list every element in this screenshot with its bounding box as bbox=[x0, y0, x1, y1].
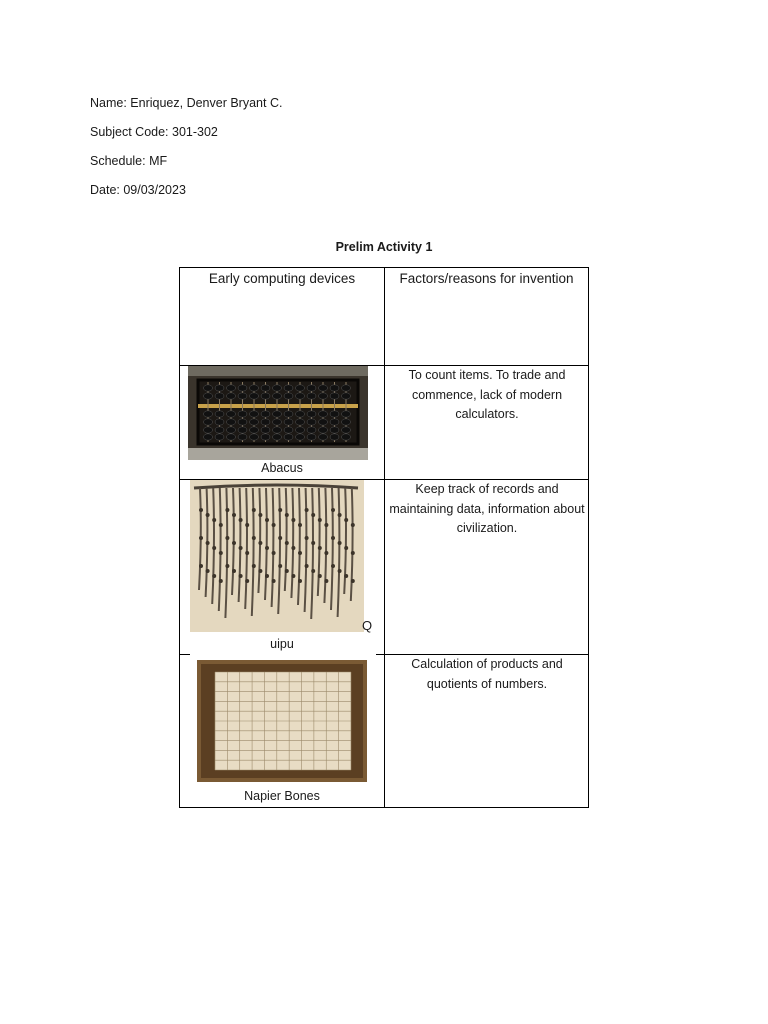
quipu-caption-initial: Q bbox=[362, 618, 373, 633]
napier-bones-image bbox=[197, 660, 367, 782]
document-title: Prelim Activity 1 bbox=[335, 240, 433, 254]
subject-code-line: Subject Code: 301-302 bbox=[90, 125, 218, 139]
napier-bones-caption: Napier Bones bbox=[244, 789, 320, 803]
date-line: Date: 09/03/2023 bbox=[90, 183, 186, 197]
quipu-reason: Keep track of records and maintaining data, information about civilization. bbox=[389, 482, 585, 535]
quipu-image bbox=[190, 480, 364, 632]
col1-header: Early computing devices bbox=[208, 271, 356, 286]
abacus-caption: Abacus bbox=[261, 461, 303, 475]
napier-bones-reason: Calculation of products and quotients of numbers. bbox=[411, 657, 563, 691]
abacus-reason: To count items. To trade and commence, lack of modern calculators. bbox=[408, 368, 566, 421]
name-line: Name: Enriquez, Denver Bryant C. bbox=[90, 96, 283, 110]
schedule-line: Schedule: MF bbox=[90, 154, 168, 168]
abacus-image bbox=[188, 366, 368, 460]
row-divider bbox=[180, 654, 190, 655]
quipu-caption: uipu bbox=[270, 637, 294, 651]
col2-header: Factors/reasons for invention bbox=[399, 271, 574, 286]
devices-table bbox=[179, 267, 589, 808]
column-divider bbox=[384, 268, 385, 807]
